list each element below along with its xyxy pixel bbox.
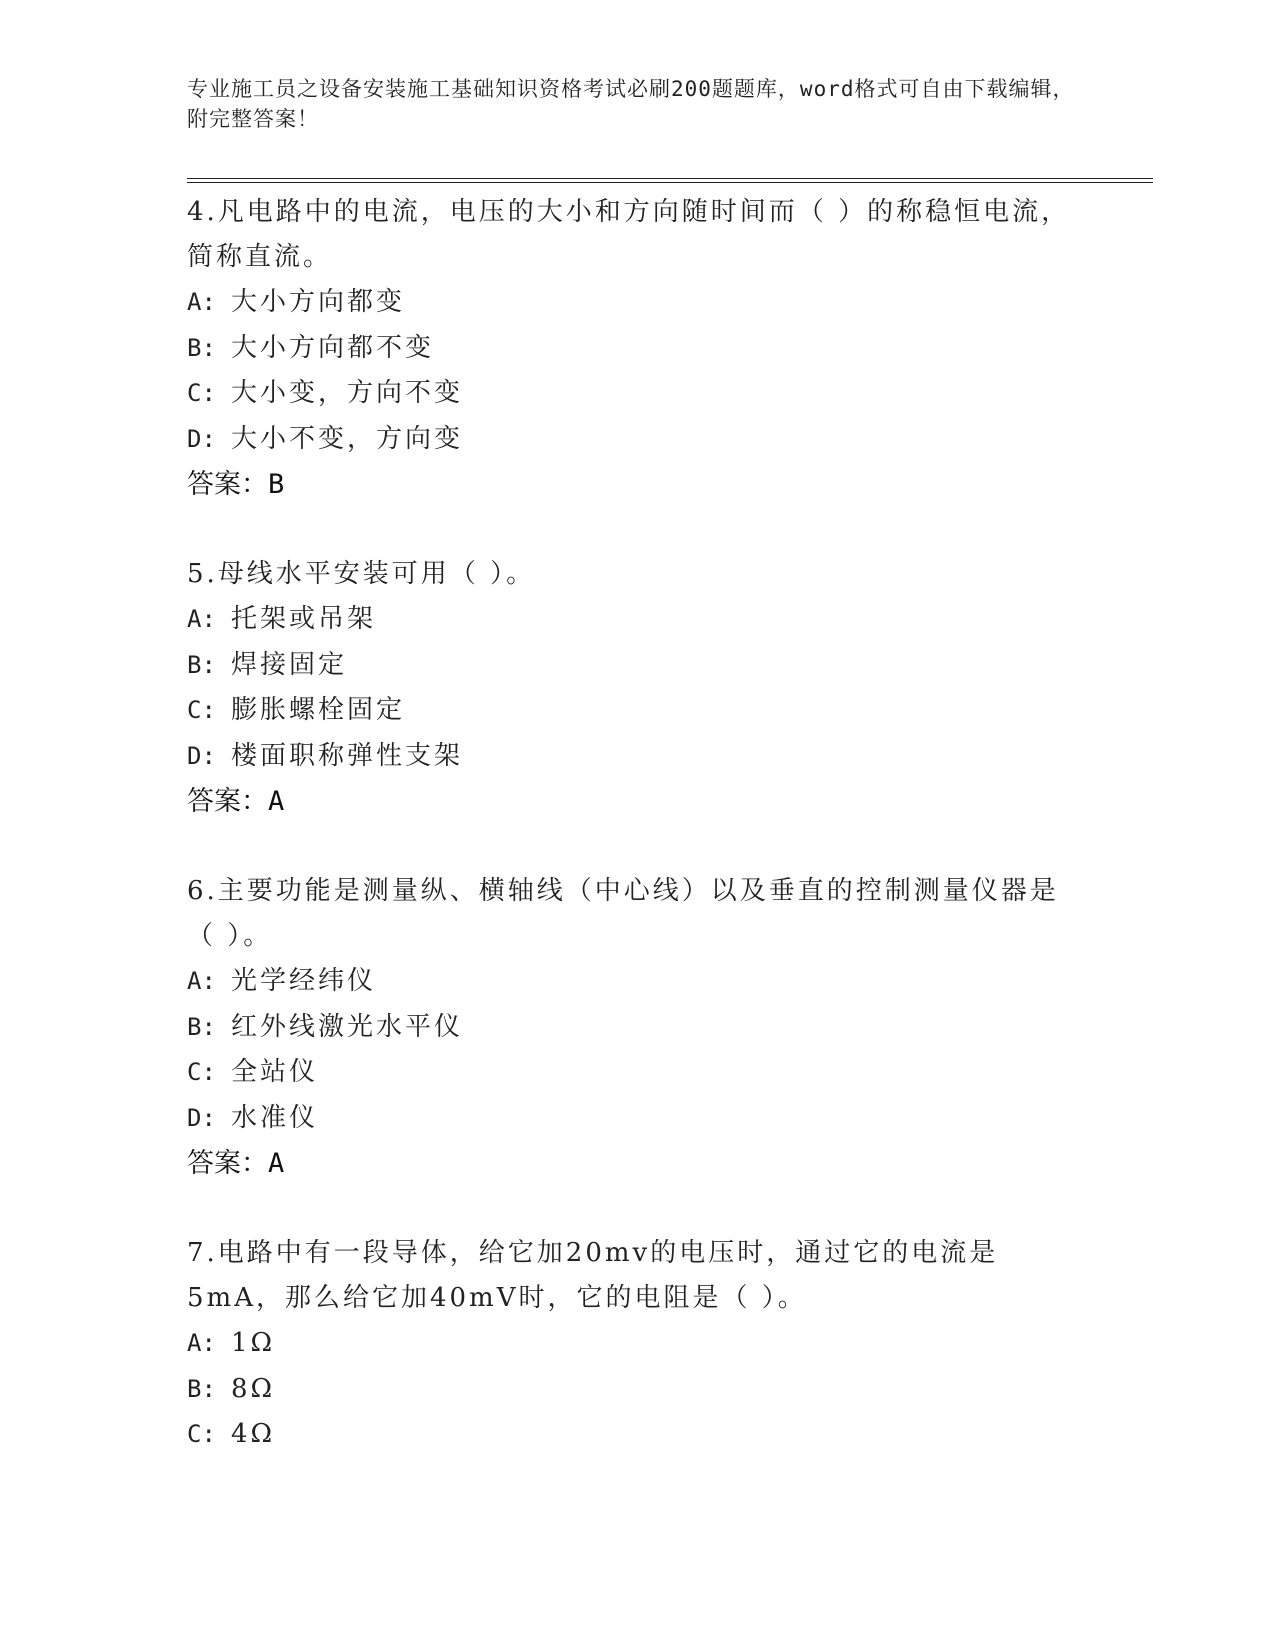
question-list [187,190,1087,1503]
option-letter: D: [187,1103,216,1132]
option-letter: D: [187,424,216,453]
option-letter: C: [187,379,216,407]
option-a [187,1321,1087,1367]
option-d [187,734,1087,780]
question-text: 6.主要功能是测量纵、横轴线（中心线）以及垂直的控制测量仪器是（ ）。 [187,876,1059,951]
option-letter: C: [187,1058,216,1086]
question-7 [187,1231,1087,1458]
option-text: 大小方向都不变 [231,332,435,363]
answer-label: 答案： [187,1148,268,1179]
option-a [187,597,1087,643]
answer-value: A [268,1148,285,1179]
option-text: 大小变，方向不变 [231,378,464,408]
question-text: 7.电路中有一段导体，给它加20mv的电压时，通过它的电流是5mA，那么给它加40mV时，它的电阻是（ ）。 [187,1238,999,1313]
option-letter: D: [187,741,216,770]
option-c [187,1412,1087,1458]
option-letter: A: [187,288,216,316]
option-text: 水准仪 [231,1102,319,1133]
option-text: 托架或吊架 [231,604,377,634]
option-text: 红外线激光水平仪 [231,1011,464,1042]
answer-value: B [268,469,285,500]
question-text: 4.凡电路中的电流，电压的大小和方向随时间而（ ）的称稳恒电流，简称直流。 [187,197,1071,272]
question-5 [187,552,1087,824]
answer-line [187,779,1087,824]
option-text: 1Ω [231,1328,276,1358]
option-letter: A: [187,1329,216,1357]
option-text: 4Ω [231,1419,276,1449]
option-text: 大小不变，方向变 [231,423,464,454]
question-4 [187,190,1087,507]
option-text: 楼面职称弹性支架 [231,740,464,771]
option-letter: B: [187,333,216,362]
question-6 [187,869,1087,1186]
option-letter: C: [187,1420,216,1448]
option-text: 8Ω [231,1373,276,1404]
header-rule-top [187,178,1153,179]
option-c [187,371,1087,417]
option-text: 焊接固定 [231,649,348,680]
option-letter: A: [187,605,216,633]
option-b [187,643,1087,689]
header-rule-bottom [187,182,1153,183]
question-text: 5.母线水平安装可用（ ）。 [187,559,536,589]
answer-label: 答案： [187,786,268,817]
option-b [187,326,1087,372]
answer-value: A [268,786,285,817]
option-text: 光学经纬仪 [231,966,377,996]
option-d [187,417,1087,463]
option-text: 大小方向都变 [231,287,406,317]
option-letter: B: [187,1374,216,1403]
option-text: 全站仪 [231,1057,319,1087]
option-a [187,959,1087,1005]
option-c [187,1050,1087,1096]
option-a [187,280,1087,326]
option-c [187,688,1087,734]
answer-line [187,462,1087,507]
option-letter: B: [187,650,216,679]
answer-label: 答案： [187,469,268,500]
option-letter: B: [187,1012,216,1041]
answer-line [187,1141,1087,1186]
option-letter: A: [187,967,216,995]
option-b [187,1005,1087,1051]
option-letter: C: [187,696,216,724]
option-text: 膨胀螺栓固定 [231,695,406,725]
option-b [187,1367,1087,1413]
option-d [187,1096,1087,1142]
document-header: 专业施工员之设备安装施工基础知识资格考试必刷200题题库，word格式可自由下载编辑，附完整答案！ [187,77,1075,131]
